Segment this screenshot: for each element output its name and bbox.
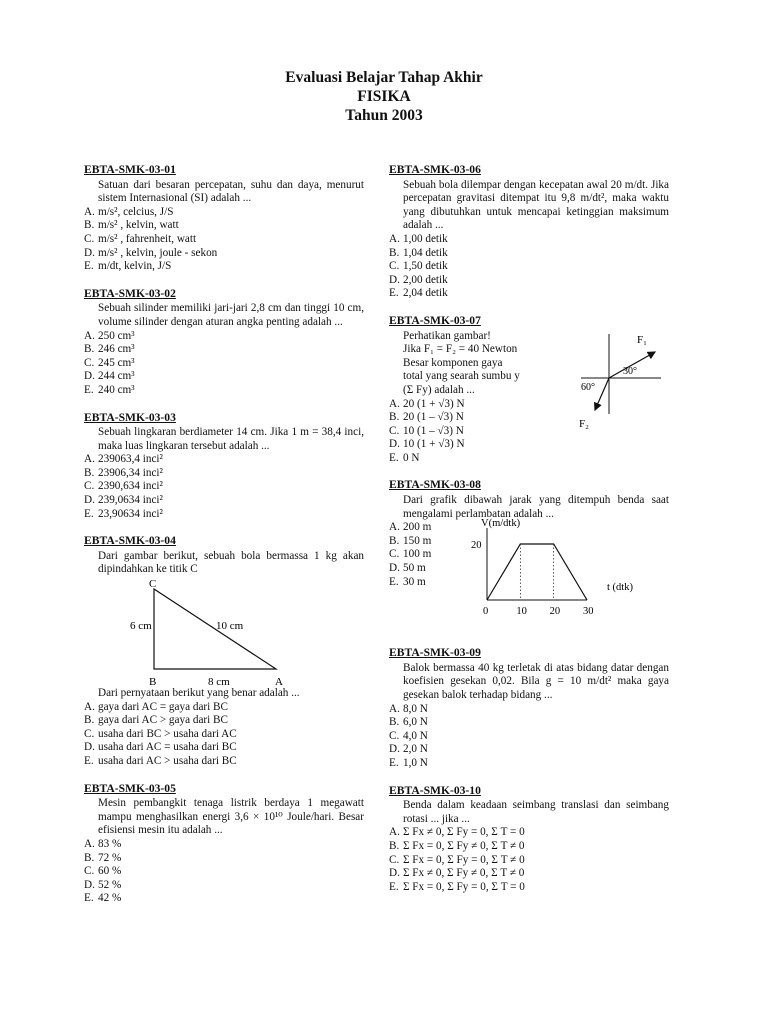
option-value: usaha dari AC > usaha dari BC	[98, 755, 237, 767]
answer-option	[84, 370, 364, 384]
option-value: usaha dari AC = usaha dari BC	[98, 741, 237, 754]
option-value: 246 cm³	[98, 343, 135, 356]
option-value: 244 cm³	[98, 370, 135, 383]
angle-30-label: 30°	[623, 365, 637, 377]
option-value: gaya dari AC = gaya dari BC	[98, 700, 228, 713]
answer-option	[84, 453, 364, 467]
answer-option	[84, 467, 364, 481]
vertex-a-label: A	[275, 676, 283, 688]
answer-option	[84, 741, 364, 755]
q07-line-2: Jika F₁ = F₂ = 40 Newton	[403, 343, 518, 356]
question-03	[84, 411, 364, 522]
question-05	[84, 782, 364, 906]
option-list	[84, 206, 364, 274]
option-letter: B.	[84, 466, 95, 479]
option-letter: A.	[389, 702, 400, 715]
option-letter: B.	[84, 343, 95, 356]
option-letter: A.	[389, 397, 400, 410]
title-line-1: Evaluasi Belajar Tahap Akhir	[285, 69, 483, 86]
q07-line-5: (Σ Fy) adalah ...	[403, 383, 475, 396]
option-value: 30 m	[403, 575, 426, 588]
option-letter: E.	[389, 451, 399, 464]
answer-option	[84, 879, 364, 893]
option-letter: A.	[84, 205, 95, 218]
option-value: 4,0 N	[403, 729, 428, 742]
triangle-figure	[84, 577, 324, 687]
option-value: 1,50 detik	[403, 260, 448, 273]
option-letter: C.	[84, 356, 95, 369]
x-tick-label: 20	[549, 606, 561, 618]
answer-option	[389, 867, 669, 881]
option-value: 200 m	[403, 521, 432, 534]
option-value: 250 cm³	[98, 329, 135, 342]
option-value: 240 cm³	[98, 383, 135, 396]
f2-vector	[595, 378, 609, 410]
triangle-shape	[154, 589, 276, 669]
question-text: Balok bermassa 40 kg terletak di atas bidang datar dengan koefisien gesekan 0,02. Bila g = 10 m/dt² maka gaya gesekan balok terhadap bidang ...	[403, 661, 669, 701]
option-value: 23,90634 inci²	[98, 507, 163, 520]
answer-option	[84, 852, 364, 866]
question-text: Dari grafik dibawah jarak yang ditempuh benda saat mengalami perlambatan adalah ...	[403, 494, 669, 520]
question-code: EBTA-SMK-03-03	[84, 410, 176, 424]
option-value: 60 %	[98, 865, 122, 878]
option-letter: B.	[389, 411, 400, 424]
option-value: 8,0 N	[403, 702, 428, 715]
answer-option	[84, 260, 364, 274]
question-text: Sebuah silinder memiliki jari-jari 2,8 cm dan tinggi 10 cm, volume silinder dengan aturan angka penting adalah ...	[98, 302, 364, 328]
title-line-2: FISIKA	[357, 88, 411, 105]
side-ac-label: 10 cm	[216, 620, 244, 633]
question-06	[389, 163, 669, 301]
option-letter: A.	[84, 837, 95, 850]
option-value: m/s² , fahrenheit, watt	[98, 232, 197, 245]
option-list	[84, 701, 364, 769]
side-ab-label: 8 cm	[208, 676, 230, 688]
answer-option	[389, 757, 669, 771]
option-value: 83 %	[98, 837, 122, 850]
option-letter: C.	[389, 424, 400, 437]
option-value: m/s², celcius, J/S	[98, 205, 174, 218]
option-letter: E.	[84, 507, 94, 520]
x-tick-label: 30	[583, 606, 594, 618]
option-letter: E.	[84, 892, 94, 905]
option-letter: E.	[389, 287, 399, 300]
option-letter: C.	[84, 865, 95, 878]
answer-option	[389, 287, 669, 301]
option-value: 20 (1 + √3) N	[403, 397, 465, 410]
x-tick-label: 10	[516, 606, 527, 618]
option-letter: A.	[389, 521, 400, 534]
option-letter: B.	[389, 534, 400, 547]
answer-option	[84, 384, 364, 398]
chart-y-label: V(m/dtk)	[481, 518, 521, 530]
option-value: m/dt, kelvin, J/S	[98, 260, 172, 273]
option-letter: C.	[389, 729, 400, 742]
option-value: 42 %	[98, 892, 122, 905]
option-value: 50 m	[403, 562, 426, 575]
option-letter: E.	[84, 383, 94, 396]
question-10	[389, 784, 669, 895]
answer-option	[389, 881, 669, 895]
vertex-b-label: B	[149, 676, 157, 688]
option-letter: E.	[84, 260, 94, 273]
angle-60-label: 60°	[581, 381, 595, 393]
option-value: Σ Fx ≠ 0, Σ Fy ≠ 0, Σ T ≠ 0	[403, 867, 525, 880]
answer-option	[389, 840, 669, 854]
option-letter: C.	[84, 727, 95, 740]
option-letter: C.	[84, 480, 95, 493]
answer-option	[84, 219, 364, 233]
option-value: 72 %	[98, 851, 122, 864]
option-letter: B.	[389, 839, 400, 852]
y-tick-label: 20	[471, 540, 482, 552]
force-vector-figure	[561, 330, 671, 430]
option-letter: D.	[389, 273, 400, 286]
option-letter: D.	[389, 867, 400, 880]
question-text: Mesin pembangkit tenaga listrik berdaya 1 megawatt mampu menghasilkan energi 3,6 × 10¹⁰ Joule/hari. Besar efisiensi mesin itu adalah ...	[98, 797, 364, 837]
question-text: Sebuah lingkaran berdiameter 14 cm. Jika 1 m = 38,4 inci, maka luas lingkaran tersebut adalah ...	[98, 426, 364, 452]
option-letter: A.	[389, 232, 400, 245]
left-column	[84, 163, 364, 919]
option-letter: B.	[84, 851, 95, 864]
question-code: EBTA-SMK-03-01	[84, 163, 176, 176]
answer-option	[84, 728, 364, 742]
option-value: gaya dari AC > gaya dari BC	[98, 714, 228, 727]
question-07	[389, 314, 669, 466]
chart-x-label: t (dtk)	[607, 582, 633, 594]
answer-option	[84, 494, 364, 508]
option-letter: D.	[389, 438, 400, 451]
question-text: Dari gambar berikut, sebuah bola bermassa 1 kg akan dipindahkan ke titik C	[98, 549, 364, 576]
option-value: Σ Fx = 0, Σ Fy ≠ 0, Σ T ≠ 0	[403, 839, 525, 852]
option-value: 239063,4 inci²	[98, 453, 163, 466]
answer-option	[389, 730, 669, 744]
question-code: EBTA-SMK-03-10	[389, 783, 481, 797]
q07-line-4: total yang searah sumbu y	[403, 370, 520, 383]
question-code: EBTA-SMK-03-08	[389, 478, 481, 492]
option-value: 2,04 detik	[403, 287, 448, 300]
answer-option	[84, 508, 364, 522]
answer-option	[84, 714, 364, 728]
answer-option	[389, 703, 669, 717]
option-value: 1,0 N	[403, 756, 428, 769]
question-code: EBTA-SMK-03-02	[84, 286, 176, 300]
option-value: 245 cm³	[98, 356, 135, 369]
answer-option	[389, 716, 669, 730]
velocity-line	[487, 544, 587, 600]
answer-option	[389, 438, 669, 452]
side-bc-label: 6 cm	[130, 620, 152, 633]
option-value: 0 N	[403, 451, 420, 464]
option-letter: C.	[389, 548, 400, 561]
option-value: 23906,34 inci²	[98, 466, 163, 479]
answer-option	[389, 274, 669, 288]
option-letter: D.	[84, 494, 95, 507]
option-value: Σ Fx ≠ 0, Σ Fy = 0, Σ T = 0	[403, 826, 525, 839]
option-list	[84, 330, 364, 398]
answer-option	[389, 452, 669, 466]
f1-label: F₁	[637, 333, 647, 346]
x-tick-label: 0	[483, 606, 489, 618]
option-letter: E.	[84, 755, 94, 767]
option-letter: C.	[389, 853, 400, 866]
option-value: 2390,634 inci²	[98, 480, 163, 493]
option-letter: B.	[389, 246, 400, 259]
question-09	[389, 646, 669, 770]
question-code: EBTA-SMK-03-04	[84, 534, 176, 548]
option-value: 1,00 detik	[403, 232, 448, 245]
option-letter: D.	[389, 743, 400, 756]
answer-option	[84, 206, 364, 220]
option-letter: D.	[84, 246, 95, 259]
option-letter: D.	[84, 741, 95, 754]
answer-option	[84, 838, 364, 852]
question-text: Sebuah bola dilempar dengan kecepatan awal 20 m/dt. Jika percepatan gravitasi ditempat itu 9,8 m/dt², maka waktu yang dibutuhkan untuk mencapai ketinggian maksimum adalah ...	[403, 178, 669, 232]
option-value: 239,0634 inci²	[98, 494, 163, 507]
answer-option	[389, 826, 669, 840]
option-letter: B.	[84, 714, 95, 727]
option-list	[84, 453, 364, 521]
question-code: EBTA-SMK-03-07	[389, 313, 481, 327]
option-value: 6,0 N	[403, 716, 428, 729]
option-value: 1,04 detik	[403, 246, 448, 259]
question-08	[389, 478, 669, 633]
option-letter: C.	[389, 260, 400, 273]
answer-option	[84, 755, 364, 769]
option-value: 2,0 N	[403, 743, 428, 756]
answer-option	[84, 330, 364, 344]
answer-option	[84, 357, 364, 371]
answer-option	[389, 233, 669, 247]
option-value: 10 (1 – √3) N	[403, 424, 464, 437]
question-text: Satuan dari besaran percepatan, suhu dan daya, menurut sistem Internasional (SI) adalah ...	[98, 178, 364, 205]
title-line-3: Tahun 2003	[345, 107, 423, 124]
option-list	[389, 233, 669, 301]
option-letter: B.	[389, 716, 400, 729]
option-letter: E.	[389, 756, 399, 769]
option-letter: E.	[389, 575, 399, 588]
answer-option	[84, 480, 364, 494]
option-letter: C.	[84, 232, 95, 245]
option-letter: A.	[389, 826, 400, 839]
q07-line-1: Perhatikan gambar!	[403, 329, 491, 342]
option-letter: A.	[84, 453, 95, 466]
q07-line-3: Besar komponen gaya	[403, 356, 503, 369]
option-value: m/s² , kelvin, watt	[98, 219, 179, 232]
option-letter: D.	[389, 562, 400, 575]
option-value: Σ Fx = 0, Σ Fy = 0, Σ T = 0	[403, 880, 525, 893]
option-value: 20 (1 – √3) N	[403, 411, 464, 424]
option-value: 10 (1 + √3) N	[403, 438, 465, 451]
option-letter: A.	[84, 700, 95, 713]
option-letter: A.	[84, 329, 95, 342]
option-value: usaha dari BC > usaha dari AC	[98, 727, 237, 740]
f2-label: F₂	[579, 417, 589, 430]
question-code: EBTA-SMK-03-09	[389, 646, 481, 660]
right-column	[389, 163, 669, 907]
answer-option	[389, 743, 669, 757]
question-04	[84, 534, 364, 768]
question-01	[84, 163, 364, 274]
option-value: m/s² , kelvin, joule - sekon	[98, 246, 218, 259]
question-code: EBTA-SMK-03-05	[84, 781, 176, 795]
question-code: EBTA-SMK-03-06	[389, 163, 481, 176]
option-value: Σ Fx = 0, Σ Fy = 0, Σ T ≠ 0	[403, 853, 525, 866]
question-text-2: Dari pernyataan berikut yang benar adalah ...	[98, 687, 300, 700]
question-text: Benda dalam keadaan seimbang translasi dan seimbang rotasi ... jika ...	[403, 799, 669, 825]
answer-option	[84, 701, 364, 715]
answer-option	[389, 260, 669, 274]
option-list	[389, 826, 669, 894]
option-value: 2,00 detik	[403, 273, 448, 286]
option-letter: D.	[84, 878, 95, 891]
option-list	[84, 838, 364, 906]
answer-option	[389, 854, 669, 868]
option-list	[389, 703, 669, 771]
answer-option	[389, 247, 669, 261]
vertex-c-label: C	[149, 578, 157, 591]
option-value: 100 m	[403, 548, 432, 561]
option-letter: D.	[84, 370, 95, 383]
answer-option	[84, 865, 364, 879]
question-02	[84, 287, 364, 398]
answer-option	[84, 233, 364, 247]
answer-option	[84, 892, 364, 906]
option-value: 150 m	[403, 534, 432, 547]
option-letter: E.	[389, 880, 399, 893]
answer-option	[84, 343, 364, 357]
velocity-time-chart	[469, 518, 659, 628]
option-letter: B.	[84, 219, 95, 232]
answer-option	[84, 247, 364, 261]
option-value: 52 %	[98, 878, 122, 891]
